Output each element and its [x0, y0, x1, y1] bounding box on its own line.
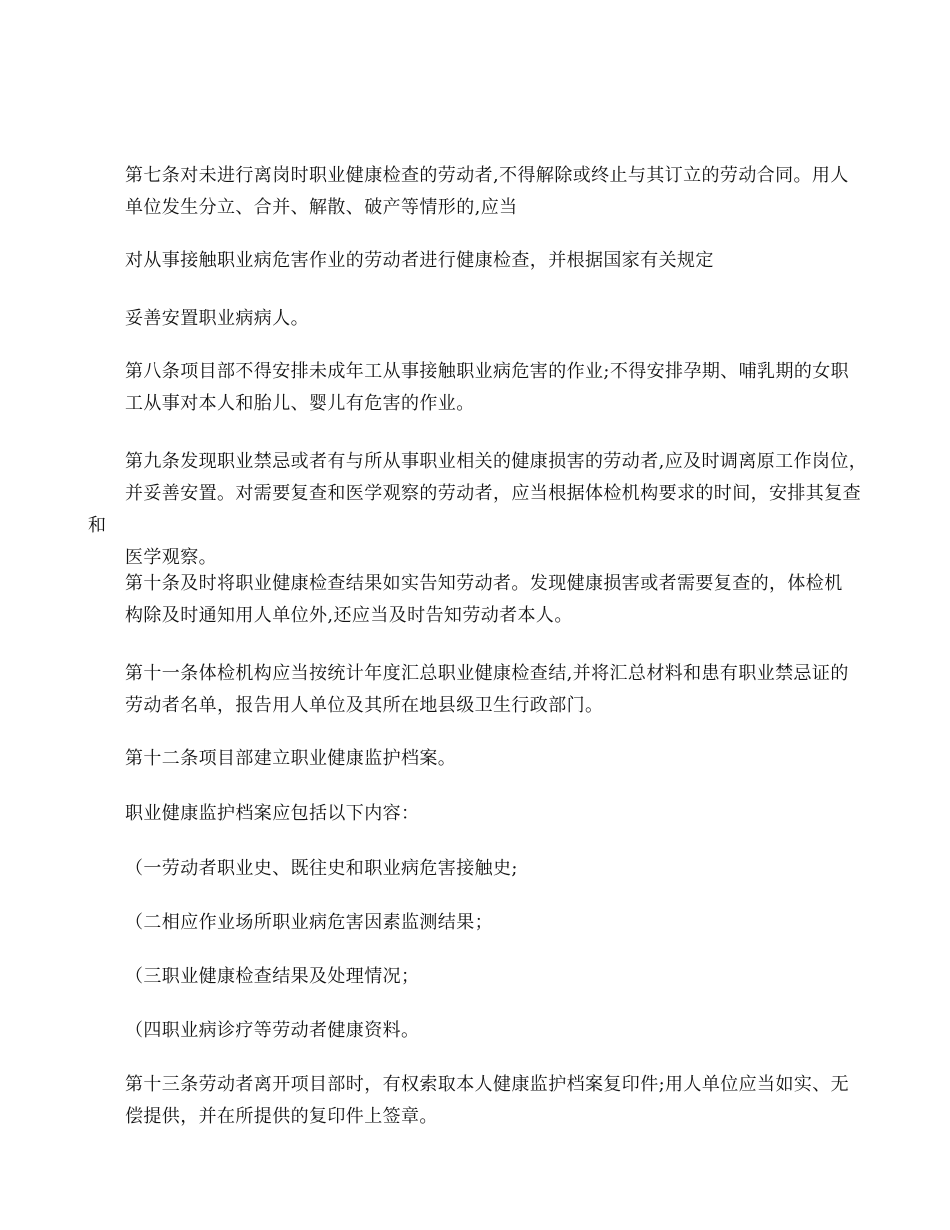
text-line: （二相应作业场所职业病危害因素监测结果；	[125, 912, 493, 933]
text-line: 单位发生分立、合并、解散、破产等情形的,应当	[125, 197, 518, 218]
text-line: 偿提供，并在所提供的复印件上签章。	[125, 1106, 438, 1127]
text-line: 并妥善安置。对需要复查和医学观察的劳动者，应当根据体检机构要求的时间，安排其复查和	[88, 483, 861, 536]
text-line: 劳动者名单，报告用人单位及其所在地县级卫生行政部门。	[125, 695, 604, 716]
text-line: 构除及时通知用人单位外,还应当及时告知劳动者本人。	[125, 605, 573, 626]
text-line: （一劳动者职业史、既往史和职业病危害接触史;	[125, 858, 518, 879]
text-line: 第十三条劳动者离开项目部时，有权索取本人健康监护档案复印件;用人单位应当如实、无	[125, 1074, 850, 1095]
text-line: 工从事对本人和胎儿、婴儿有危害的作业。	[125, 393, 475, 414]
text-line: （三职业健康检查结果及处理情况；	[125, 966, 420, 987]
text-line: 第八条项目部不得安排未成年工从事接触职业病危害的作业;不得安排孕期、哺乳期的女职	[125, 361, 850, 382]
text-line: 妥善安置职业病病人。	[125, 308, 309, 329]
text-line: 第七条对未进行离岗时职业健康检查的劳动者,不得解除或终止与其订立的劳动合同。用人	[125, 165, 849, 186]
text-line: 职业健康监护档案应包括以下内容：	[125, 803, 420, 824]
text-line: 医学观察。	[125, 547, 217, 568]
text-line: （四职业病诊疗等劳动者健康资料。	[125, 1020, 420, 1041]
paragraph-article-13	[88, 1005, 868, 1197]
text-line: 第九条发现职业禁忌或者有与所从事职业相关的健康损害的劳动者,应及时调离原工作岗位，	[125, 451, 868, 472]
text-line: 对从事接触职业病危害作业的劳动者进行健康检查，并根据国家有关规定	[125, 250, 714, 271]
text-line: 第十二条项目部建立职业健康监护档案。	[125, 748, 457, 769]
text-line: 第十一条体检机构应当按统计年度汇总职业健康检查结,并将汇总材料和患有职业禁忌证的	[125, 663, 849, 684]
text-line: 第十条及时将职业健康检查结果如实告知劳动者。发现健康损害或者需要复查的，体检机	[125, 573, 843, 594]
